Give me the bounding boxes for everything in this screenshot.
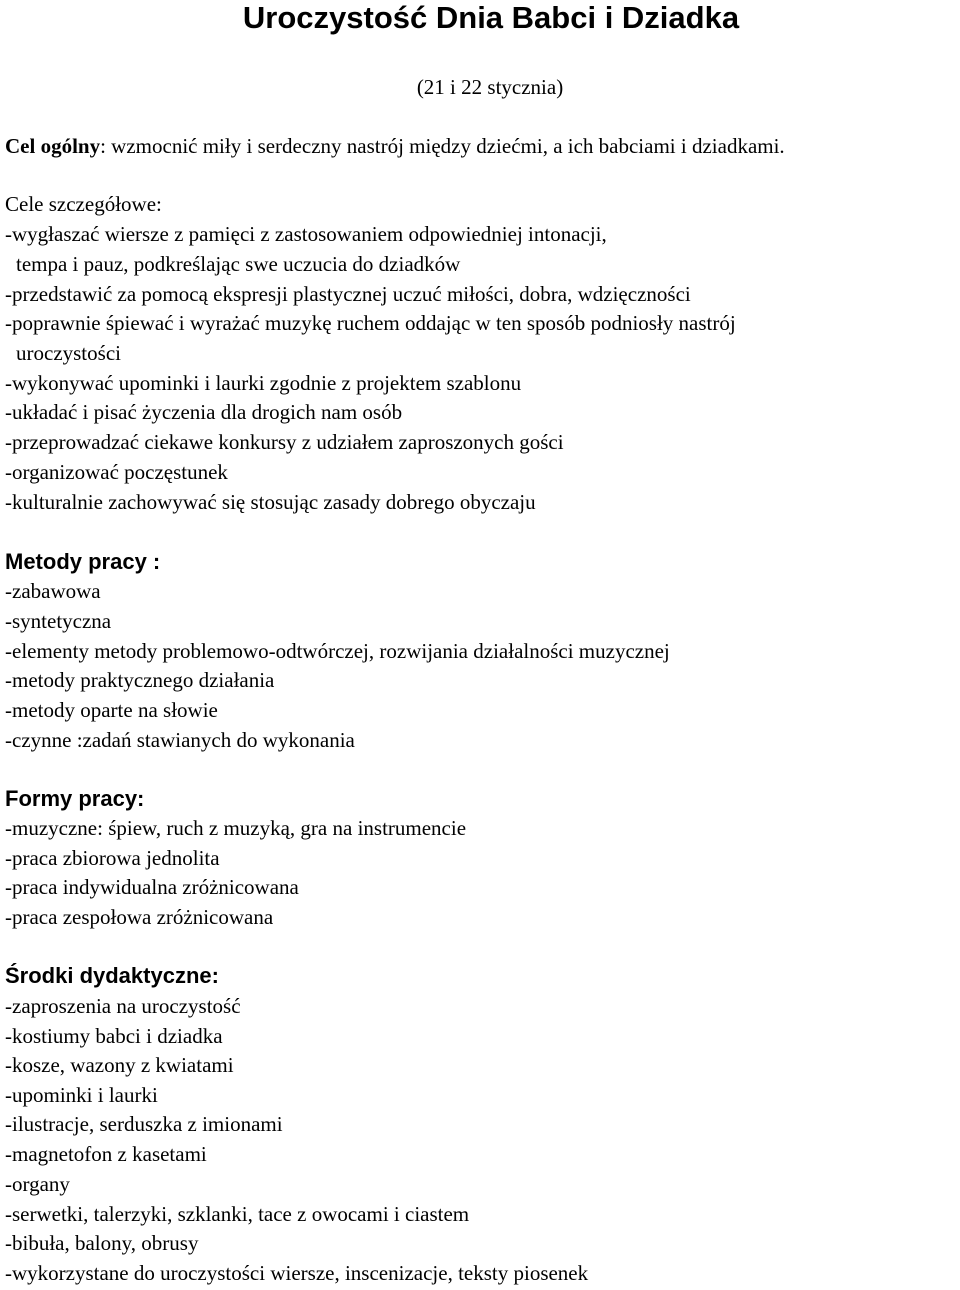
date-subtitle: (21 i 22 stycznia) — [416, 75, 564, 99]
resource-item: -wykorzystane do uroczystości wiersze, inscenizacje, teksty piosenek — [5, 1261, 589, 1285]
specific-goal-item: -poprawnie śpiewać i wyrażać muzykę ruchem oddając w ten sposób podniosły nastrój — [5, 311, 736, 335]
methods-heading: Metody pracy : — [5, 549, 161, 574]
general-goal-text: : wzmocnić miły i serdeczny nastrój między dziećmi, a ich babciami i dziadkami. — [100, 134, 785, 158]
specific-goals-heading: Cele szczegółowe: — [5, 192, 162, 216]
specific-goal-item: -wykonywać upominki i laurki zgodnie z projektem szablonu — [5, 371, 522, 395]
forms-heading: Formy pracy: — [5, 786, 145, 811]
resource-item: -kosze, wazony z kwiatami — [5, 1053, 234, 1077]
method-item: -elementy metody problemowo-odtwórczej, rozwijania działalności muzycznej — [5, 639, 670, 663]
form-item: -praca zbiorowa jednolita — [5, 846, 220, 870]
form-item: -praca indywidualna zróżnicowana — [5, 875, 299, 899]
resource-item: -magnetofon z kasetami — [5, 1142, 207, 1166]
specific-goal-item: uroczystości — [16, 341, 121, 365]
method-item: -czynne :zadań stawianych do wykonania — [5, 728, 355, 752]
specific-goal-item: -układać i pisać życzenia dla drogich nam osób — [5, 400, 403, 424]
specific-goal-item: -przedstawić za pomocą ekspresji plastycznej uczuć miłości, dobra, wdzięczności — [5, 282, 691, 306]
general-goal — [5, 131, 785, 161]
specific-goal-item: tempa i pauz, podkreślając swe uczucia do dziadków — [16, 252, 461, 276]
specific-goal-item: -kulturalnie zachowywać się stosując zasady dobrego obyczaju — [5, 490, 536, 514]
page-title: Uroczystość Dnia Babci i Dziadka — [242, 0, 740, 35]
specific-goal-item: -przeprowadzać ciekawe konkursy z udziałem zaproszonych gości — [5, 430, 564, 454]
resource-item: -upominki i laurki — [5, 1083, 158, 1107]
resources-heading: Środki dydaktyczne: — [5, 963, 219, 988]
specific-goal-item: -wygłaszać wiersze z pamięci z zastosowaniem odpowiedniej intonacji, — [5, 222, 607, 246]
method-item: -syntetyczna — [5, 609, 112, 633]
method-item: -metody oparte na słowie — [5, 698, 218, 722]
form-item: -muzyczne: śpiew, ruch z muzyką, gra na instrumencie — [5, 816, 467, 840]
method-item: -metody praktycznego działania — [5, 668, 275, 692]
resource-item: -organy — [5, 1172, 70, 1196]
form-item: -praca zespołowa zróżnicowana — [5, 905, 274, 929]
resource-item: -serwetki, talerzyki, szklanki, tace z owocami i ciastem — [5, 1202, 470, 1226]
method-item: -zabawowa — [5, 579, 101, 603]
resource-item: -zaproszenia na uroczystość — [5, 994, 241, 1018]
resource-item: -bibuła, balony, obrusy — [5, 1231, 199, 1255]
resource-item: -ilustracje, serduszka z imionami — [5, 1112, 283, 1136]
resource-item: -kostiumy babci i dziadka — [5, 1024, 223, 1048]
specific-goal-item: -organizować poczęstunek — [5, 460, 228, 484]
general-goal-label: Cel ogólny — [5, 134, 101, 158]
